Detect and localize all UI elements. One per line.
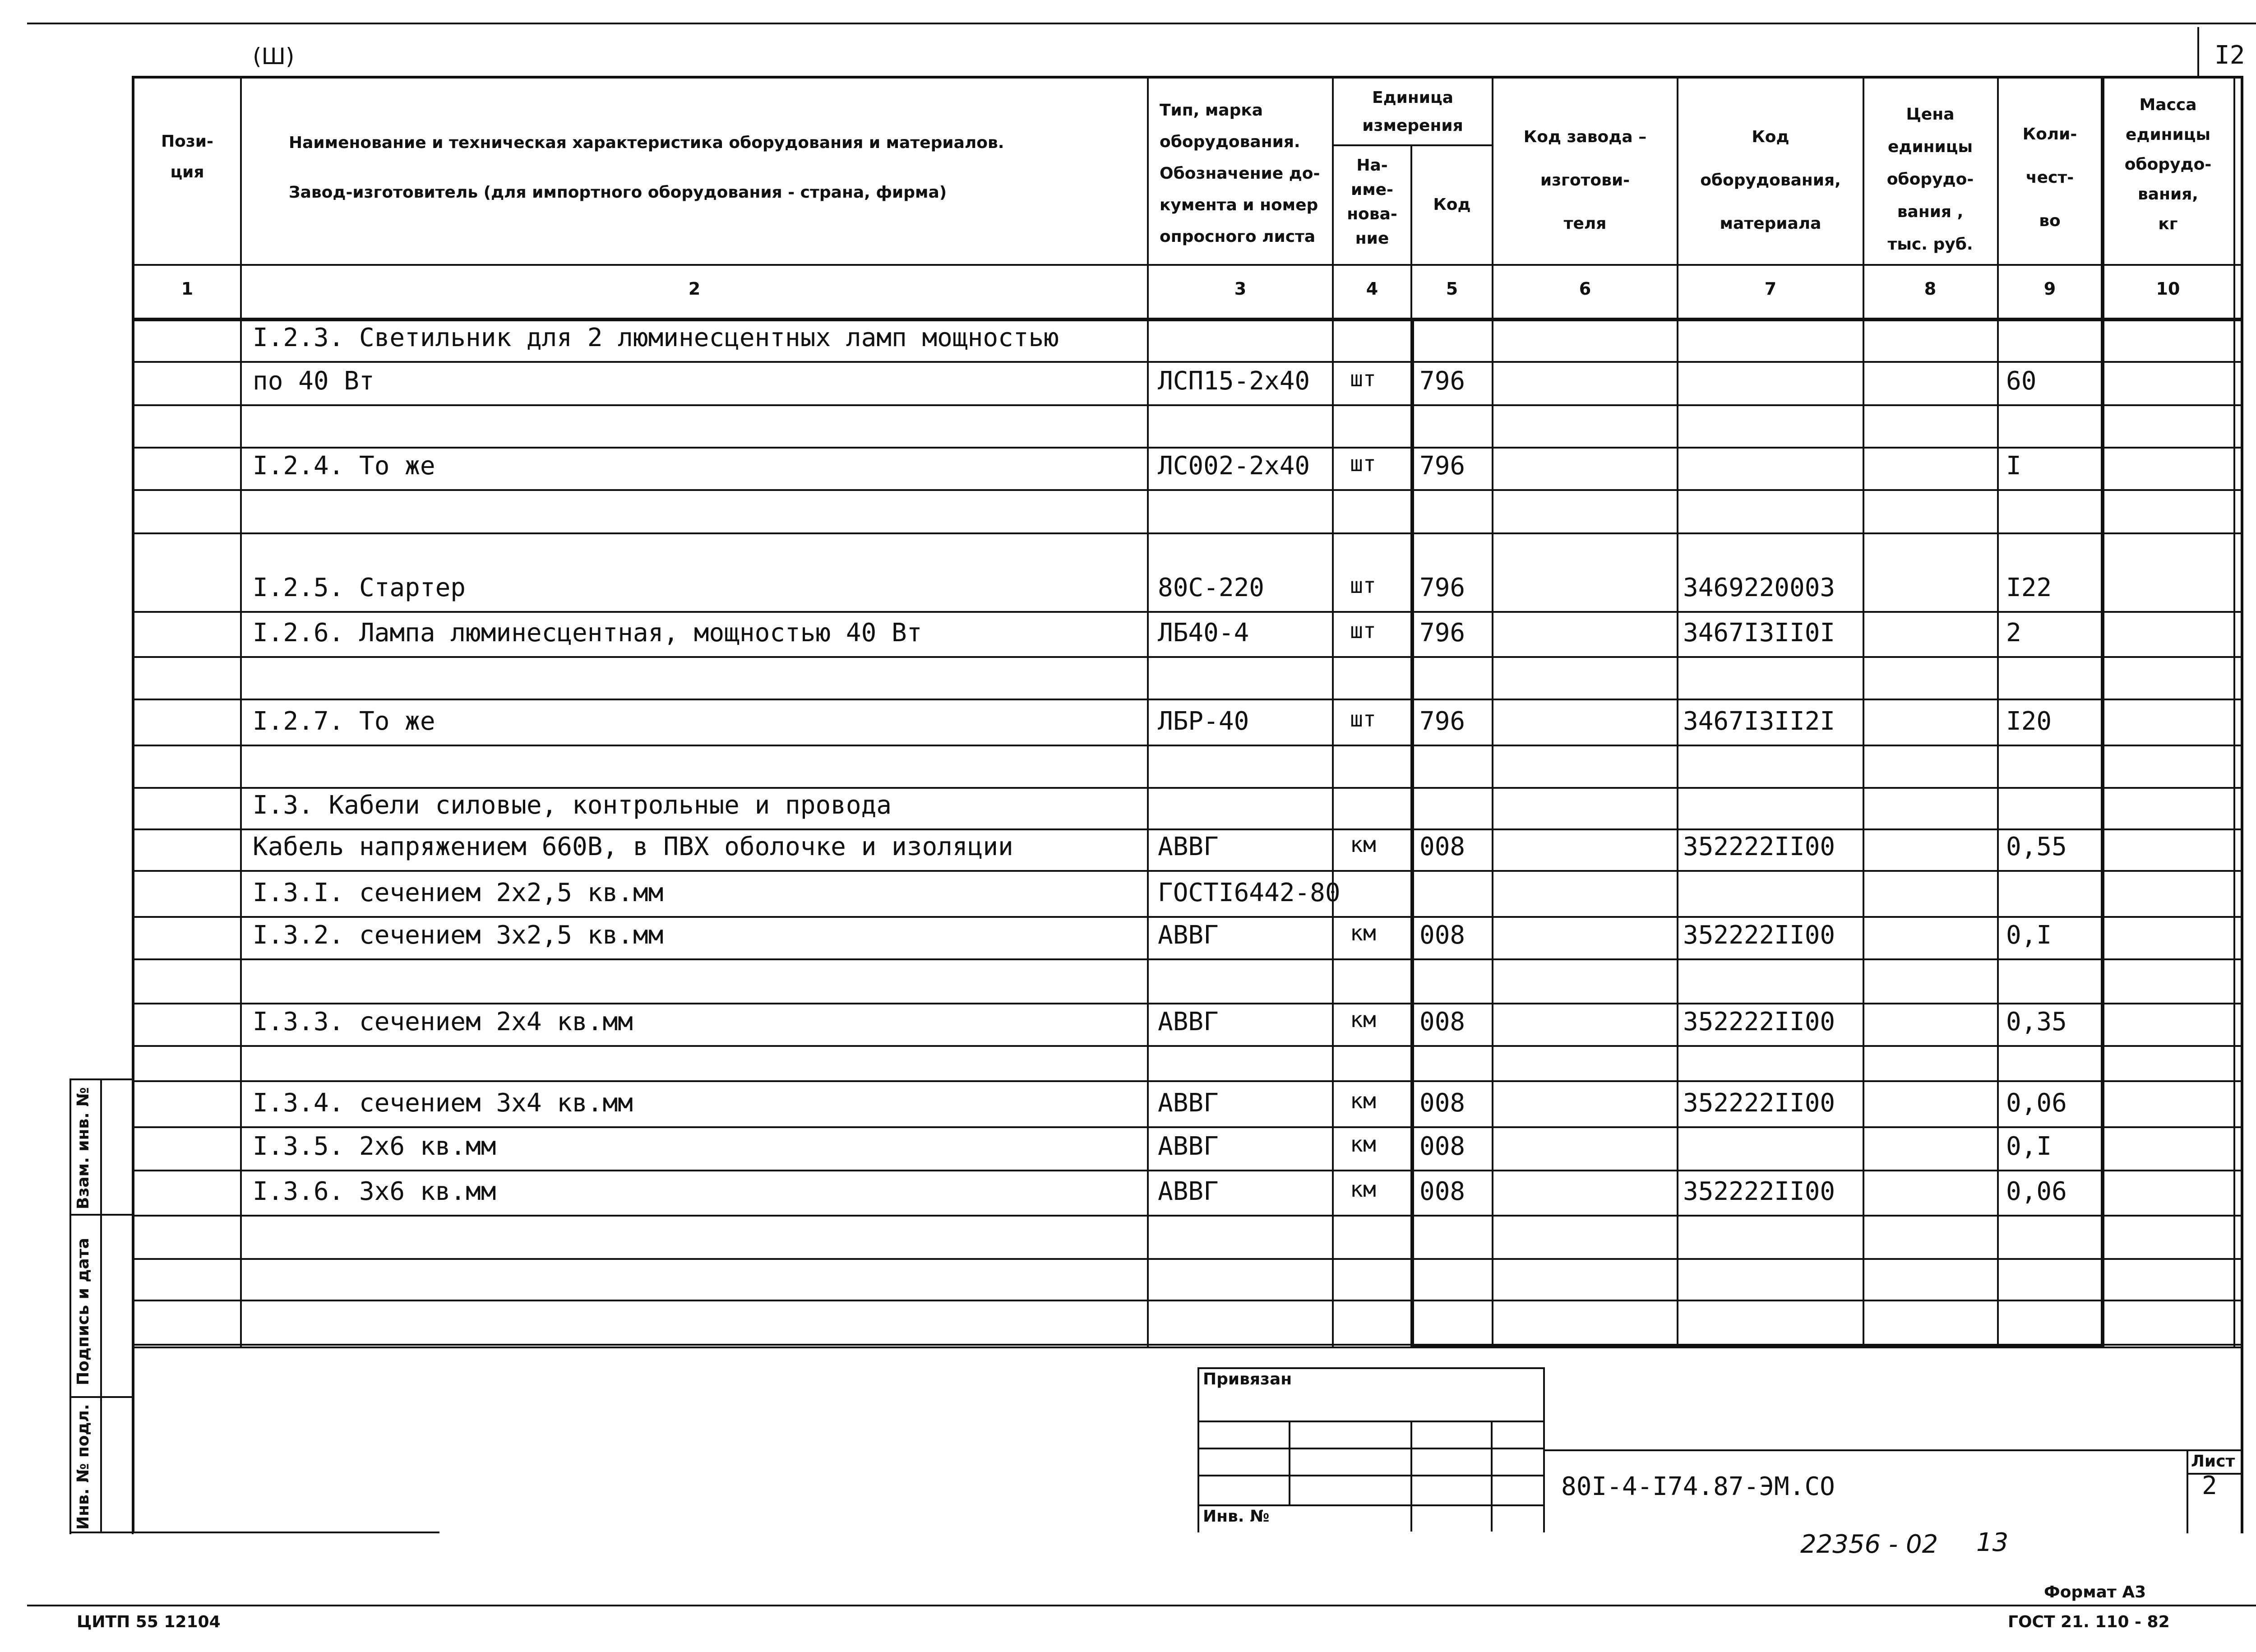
table-top-border (132, 76, 2243, 79)
row-quantity: 2 (2006, 618, 2021, 648)
sidebar-left (69, 1078, 71, 1534)
row-divider (134, 447, 2241, 449)
hdr-unit-line: измерения (1362, 116, 1463, 135)
hdr-c7-line: материала (1720, 214, 1821, 233)
document-code: 80I-4-I74.87-ЭМ.СО (1561, 1472, 1835, 1501)
row-unit: шт (1350, 366, 1376, 392)
col-divider-7 (1863, 76, 1864, 1348)
row-code: 008 (1419, 1007, 1465, 1037)
col-divider-9 (2101, 76, 2104, 1348)
row-type: АВВГ (1158, 1088, 1219, 1118)
table-right-border (2241, 76, 2243, 1533)
row-divider (134, 1170, 2241, 1171)
footer-line (27, 1605, 2256, 1606)
header-unit-group (1334, 84, 1492, 140)
row-name: I.3. Кабели силовые, контрольные и провода (253, 791, 892, 820)
hdr-c6-line: Код завода – (1523, 128, 1647, 146)
column-number-divider (132, 318, 2243, 321)
hdr-c2-line: Завод-изготовитель (для импортного оборудования - страна, фирма) (289, 183, 947, 202)
row-material-code: 352222II00 (1683, 1088, 1835, 1118)
row-type: АВВГ (1158, 1132, 1219, 1161)
hdr-c10-line: кг (2158, 215, 2178, 233)
hdr-c3-line: кумента и номер (1160, 196, 1318, 214)
row-name: I.3.5. 2х6 кв.мм (253, 1132, 496, 1161)
sidebar-bottom (69, 1532, 439, 1533)
row-divider (134, 1045, 2241, 1047)
unit-group-divider (1332, 144, 1492, 146)
row-name: Кабель напряжением 660В, в ПВХ оболочке и изоляции (253, 832, 1013, 861)
sheet-label: Лист (2191, 1452, 2235, 1471)
hdr-c9-line: Коли- (2022, 125, 2077, 143)
header-divider (132, 264, 2243, 266)
side-label-replace-inv: Взам. инв. № (74, 1087, 92, 1209)
row-name: I.2.6. Лампа люминесцентная, мощностью 40 Вт (253, 618, 922, 648)
row-divider (134, 1126, 2241, 1128)
row-divider (134, 828, 2241, 830)
handwritten-number: 22356 - 02 (1800, 1530, 1938, 1559)
header-type (1151, 95, 1340, 253)
hdr-c8-line: Цена (1906, 105, 1955, 124)
row-quantity: 60 (2006, 366, 2037, 396)
row-divider (134, 532, 2241, 534)
hdr-c8-line: оборудо- (1886, 170, 1974, 189)
column-number: 7 (1764, 279, 1777, 299)
col-divider-2 (1147, 76, 1149, 1348)
row-code: 008 (1419, 1177, 1465, 1206)
hdr-c8-line: единицы (1887, 138, 1973, 156)
row-divider (134, 916, 2241, 918)
stamp-row-3 (1197, 1475, 1545, 1476)
row-unit: км (1350, 1088, 1376, 1114)
row-divider (134, 787, 2241, 789)
row-code: 796 (1419, 366, 1465, 396)
hdr-c10-line: Масса (2139, 96, 2197, 114)
col-divider-3 (1332, 76, 1334, 1348)
hdr-c10-line: оборудо- (2124, 155, 2212, 174)
hdr-c2-line: Наименование и техническая характеристика оборудования и материалов. (289, 134, 1004, 152)
hdr-c8-line: вания , (1897, 203, 1964, 221)
column-number: 10 (2156, 279, 2180, 299)
row-unit: км (1350, 1132, 1376, 1157)
hdr-c10-line: единицы (2125, 125, 2211, 144)
stamp-row-4 (1197, 1504, 1545, 1506)
column-number: 8 (1924, 279, 1937, 299)
stamp-row-1 (1197, 1421, 1545, 1422)
table-bottom (132, 1347, 2243, 1348)
stamp-privyazan: Привязан (1203, 1370, 1292, 1388)
row-name: I.3.2. сечением 3х2,5 кв.мм (253, 921, 664, 950)
row-unit: км (1350, 921, 1376, 946)
row-material-code: 352222II00 (1683, 1177, 1835, 1206)
row-divider (134, 1003, 2241, 1004)
row-quantity: 0,I (2006, 1132, 2052, 1161)
row-quantity: I20 (2006, 707, 2052, 736)
row-material-code: 352222II00 (1683, 832, 1835, 861)
footer-citp: ЦИТП 55 12104 (77, 1613, 221, 1631)
row-type: АВВГ (1158, 1177, 1219, 1206)
sidebar-right (132, 1078, 134, 1534)
stamp-inv-no: Инв. № (1203, 1507, 1270, 1526)
col-divider-1 (240, 76, 242, 1348)
stamp-col-3 (1491, 1421, 1493, 1532)
row-material-code: 3467I3II0I (1683, 618, 1835, 648)
row-divider (134, 870, 2241, 872)
col-divider-5 (1492, 76, 1493, 1348)
row-code: 008 (1419, 1132, 1465, 1161)
handwritten-page: 13 (1976, 1528, 2009, 1557)
row-name: I.3.4. сечением 3х4 кв.мм (253, 1088, 633, 1118)
row-type: ЛБР-40 (1158, 707, 1249, 736)
row-quantity: I22 (2006, 573, 2052, 602)
row-quantity: 0,35 (2006, 1007, 2067, 1037)
row-unit: шт (1350, 707, 1376, 732)
stamp-col-2 (1410, 1421, 1412, 1532)
row-type: ГОСТI6442-80 (1158, 878, 1341, 907)
row-quantity: 0,55 (2006, 832, 2067, 861)
col-divider-6 (1677, 76, 1678, 1348)
sheet-value: 2 (2202, 1471, 2217, 1500)
row-material-code: 3467I3II2I (1683, 707, 1835, 736)
hdr-unit-line: Единица (1372, 88, 1453, 107)
row-name: по 40 Вт (253, 366, 374, 396)
row-name: I.3.6. 3х6 кв.мм (253, 1177, 496, 1206)
hdr-c6-line: теля (1563, 214, 1607, 233)
stamp-col-1 (1289, 1421, 1290, 1504)
header-quantity (1999, 113, 2101, 243)
hdr-c10-line: вания, (2138, 185, 2198, 204)
row-quantity: 0,06 (2006, 1088, 2067, 1118)
page-number: I2 (2214, 41, 2245, 70)
column-number: 4 (1366, 279, 1378, 299)
hdr-c1-line: Пози- (161, 132, 213, 151)
hdr-c9-line: во (2039, 212, 2061, 230)
header-unit-code (1412, 190, 1492, 220)
row-code: 008 (1419, 921, 1465, 950)
titleblock-top (1543, 1449, 2243, 1451)
col-divider-8 (1997, 76, 1999, 1348)
row-quantity: 0,06 (2006, 1177, 2067, 1206)
row-divider (134, 1344, 2241, 1346)
row-type: АВВГ (1158, 1007, 1219, 1037)
row-divider (134, 699, 2241, 700)
row-unit: км (1350, 1177, 1376, 1202)
header-position (134, 126, 240, 188)
row-unit: шт (1350, 451, 1376, 477)
row-divider (134, 958, 2241, 960)
side-label-signature-date: Подпись и дата (74, 1238, 92, 1385)
row-code: 796 (1419, 573, 1465, 602)
row-unit: км (1350, 832, 1376, 857)
hdr-c9-line: чест- (2025, 168, 2074, 187)
row-type: ЛС002-2х40 (1158, 451, 1310, 481)
column-number: 6 (1579, 279, 1591, 299)
header-unit-name (1334, 153, 1410, 251)
header-price (1863, 98, 1997, 261)
row-name: I.2.3. Светильник для 2 люминесцентных ламп мощностью (253, 323, 1059, 352)
hdr-c7-line: оборудования, (1700, 171, 1841, 190)
hdr-c4-line: На- (1356, 156, 1388, 175)
row-name: I.3.3. сечением 2х4 кв.мм (253, 1007, 633, 1037)
row-unit: шт (1350, 573, 1376, 598)
hdr-c7-line: Код (1752, 128, 1789, 146)
col-divider-4-bold (1410, 318, 1414, 1348)
column-number: 5 (1446, 279, 1458, 299)
row-type: ЛБ40-4 (1158, 618, 1249, 648)
row-code: 796 (1419, 618, 1465, 648)
hdr-c6-line: изготови- (1540, 171, 1630, 190)
row-name: I.2.4. То же (253, 451, 435, 481)
sidebar-inner (100, 1078, 102, 1533)
hdr-c4-line: нова- (1347, 205, 1397, 223)
row-name: I.3.I. сечением 2х2,5 кв.мм (253, 878, 664, 907)
row-material-code: 3469220003 (1683, 573, 1835, 602)
row-divider (134, 1258, 2241, 1260)
row-divider (134, 404, 2241, 406)
footer-format: Формат А3 (2044, 1583, 2146, 1601)
row-divider (134, 1215, 2241, 1217)
row-unit: шт (1350, 618, 1376, 643)
sheet-top-border (27, 23, 2256, 24)
column-number: 2 (688, 279, 701, 299)
row-divider (134, 1300, 2241, 1301)
row-quantity: 0,I (2006, 921, 2052, 950)
footer-gost: ГОСТ 21. 110 - 82 (2008, 1613, 2170, 1631)
titleblock-sheet-left (2187, 1449, 2188, 1533)
hdr-c8-line: тыс. руб. (1887, 235, 1973, 254)
stamp-top (1197, 1367, 1545, 1369)
row-name: I.2.7. То же (253, 707, 435, 736)
hdr-c1-line: ция (170, 163, 204, 181)
hdr-c5-line: Код (1433, 195, 1471, 214)
row-type: 80С-220 (1158, 573, 1265, 602)
row-divider (134, 745, 2241, 746)
stamp-row-2 (1197, 1448, 1545, 1449)
column-number: 9 (2043, 279, 2056, 299)
row-code: 008 (1419, 1088, 1465, 1118)
row-type: ЛСП15-2х40 (1158, 366, 1310, 396)
row-type: АВВГ (1158, 832, 1219, 861)
row-unit: км (1350, 1007, 1376, 1032)
col-divider-10 (2233, 76, 2235, 1348)
row-material-code: 352222II00 (1683, 921, 1835, 950)
column-number: 3 (1234, 279, 1247, 299)
stamp-left (1197, 1367, 1199, 1532)
row-material-code: 352222II00 (1683, 1007, 1835, 1037)
row-code: 796 (1419, 707, 1465, 736)
row-divider (134, 656, 2241, 658)
hdr-c3-line: Обозначение до- (1160, 164, 1320, 183)
header-factory-code (1493, 116, 1677, 245)
row-divider (134, 489, 2241, 491)
row-divider (134, 611, 2241, 613)
header-material-code (1678, 116, 1863, 245)
hdr-c3-line: оборудования. (1160, 133, 1300, 151)
row-name: I.2.5. Стартер (253, 573, 466, 602)
hdr-c3-line: Тип, марка (1160, 101, 1263, 120)
hdr-c4-line: ние (1355, 229, 1389, 248)
side-label-original-inv: Инв. № подл. (74, 1404, 92, 1530)
row-divider (134, 1080, 2241, 1082)
sheet-mark: (Ш) (253, 43, 295, 69)
header-name (244, 118, 1101, 217)
hdr-c4-line: име- (1350, 180, 1393, 199)
row-type: АВВГ (1158, 921, 1219, 950)
column-number: 1 (181, 279, 194, 299)
row-code: 796 (1419, 451, 1465, 481)
row-divider (134, 361, 2241, 363)
page-number-box-left (2197, 27, 2199, 77)
row-code: 008 (1419, 832, 1465, 861)
header-mass (2103, 90, 2233, 239)
hdr-c3-line: опросного листа (1160, 227, 1316, 246)
row-quantity: I (2006, 451, 2021, 481)
